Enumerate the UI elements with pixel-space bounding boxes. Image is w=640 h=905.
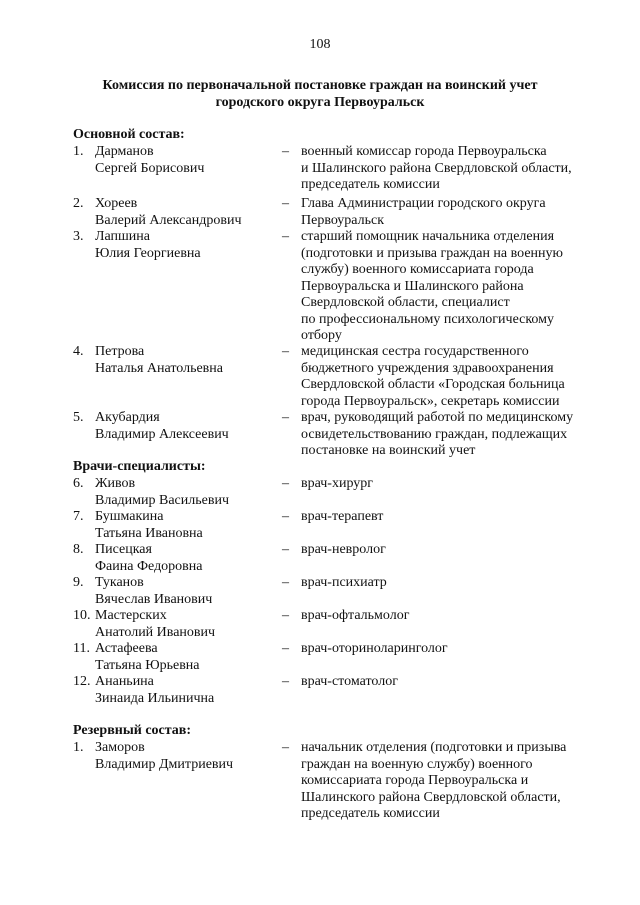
section-main-heading: Основной состав:: [73, 127, 185, 142]
dash: –: [282, 144, 289, 159]
title-line: городского округа Первоуральск: [215, 95, 425, 110]
member-number: 12.: [73, 674, 91, 689]
member-role: врач-хирург: [301, 476, 374, 491]
member-number: 9.: [73, 575, 84, 590]
member-number: 11.: [73, 641, 90, 656]
member-number: 1.: [73, 144, 84, 159]
page-number: 108: [309, 37, 331, 52]
member-name: Хореев Валерий Александрович: [95, 196, 242, 228]
member-role: врач-невролог: [301, 542, 386, 557]
member-number: 8.: [73, 542, 84, 557]
dash: –: [282, 196, 289, 211]
member-number: 6.: [73, 476, 84, 491]
member-role: врач-стоматолог: [301, 674, 398, 689]
member-name: Ананьина Зинаида Ильинична: [95, 674, 215, 706]
member-name: Лапшина Юлия Георгиевна: [95, 229, 201, 261]
member-role: старший помощник начальника отделения (подготовки и призыва граждан на военную службу) военного комиссариата города Первоуральска и Шалинского района Свердловской области, специалист по профессиональному психологическому отбору: [301, 229, 563, 343]
member-number: 3.: [73, 229, 84, 244]
member-role: военный комиссар города Первоуральска и Шалинского района Свердловской области, председатель комиссии: [301, 144, 572, 192]
member-name: Мастерских Анатолий Иванович: [95, 608, 216, 640]
member-name: Акубардия Владимир Алексеевич: [95, 410, 229, 442]
member-role: врач-оториноларинголог: [301, 641, 448, 656]
member-name: Живов Владимир Васильевич: [95, 476, 229, 508]
dash: –: [282, 575, 289, 590]
dash: –: [282, 476, 289, 491]
member-name: Бушмакина Татьяна Ивановна: [95, 509, 203, 541]
dash: –: [282, 509, 289, 524]
member-number: 5.: [73, 410, 84, 425]
member-number: 7.: [73, 509, 84, 524]
member-role: Глава Администрации городского округа Первоуральск: [301, 196, 546, 228]
member-name: Писецкая Фаина Федоровна: [95, 542, 203, 574]
member-number: 2.: [73, 196, 84, 211]
member-name: Петрова Наталья Анатольевна: [95, 344, 224, 376]
member-role: начальник отделения (подготовки и призыва граждан на военную службу) военного комиссариата города Первоуральска и Шалинского района Свердловской области, председатель комиссии: [301, 740, 567, 821]
dash: –: [282, 344, 289, 359]
member-name: Заморов Владимир Дмитриевич: [95, 740, 234, 772]
document-title: [90, 77, 550, 111]
dash: –: [282, 410, 289, 425]
member-role: медицинская сестра государственного бюджетного учреждения здравоохранения Свердловской области «Городская больница города Первоуральск», секретарь комиссии: [301, 344, 565, 409]
member-name: Астафеева Татьяна Юрьевна: [95, 641, 200, 673]
member-number: 1.: [73, 740, 84, 755]
member-role: врач, руководящий работой по медицинскому освидетельствованию граждан, подлежащих постановке на воинский учет: [301, 410, 574, 458]
dash: –: [282, 542, 289, 557]
dash: –: [282, 674, 289, 689]
dash: –: [282, 608, 289, 623]
member-role: врач-терапевт: [301, 509, 384, 524]
title-line: Комиссия по первоначальной постановке граждан на воинский учет: [102, 78, 538, 93]
section-doctors-heading: Врачи-специалисты:: [73, 459, 206, 474]
member-name: Дарманов Сергей Борисович: [95, 144, 205, 176]
dash: –: [282, 641, 289, 656]
dash: –: [282, 229, 289, 244]
member-number: 10.: [73, 608, 91, 623]
section-reserve-heading: Резервный состав:: [73, 723, 192, 738]
dash: –: [282, 740, 289, 755]
member-number: 4.: [73, 344, 84, 359]
member-role: врач-офтальмолог: [301, 608, 410, 623]
member-role: врач-психиатр: [301, 575, 387, 590]
member-name: Туканов Вячеслав Иванович: [95, 575, 213, 607]
